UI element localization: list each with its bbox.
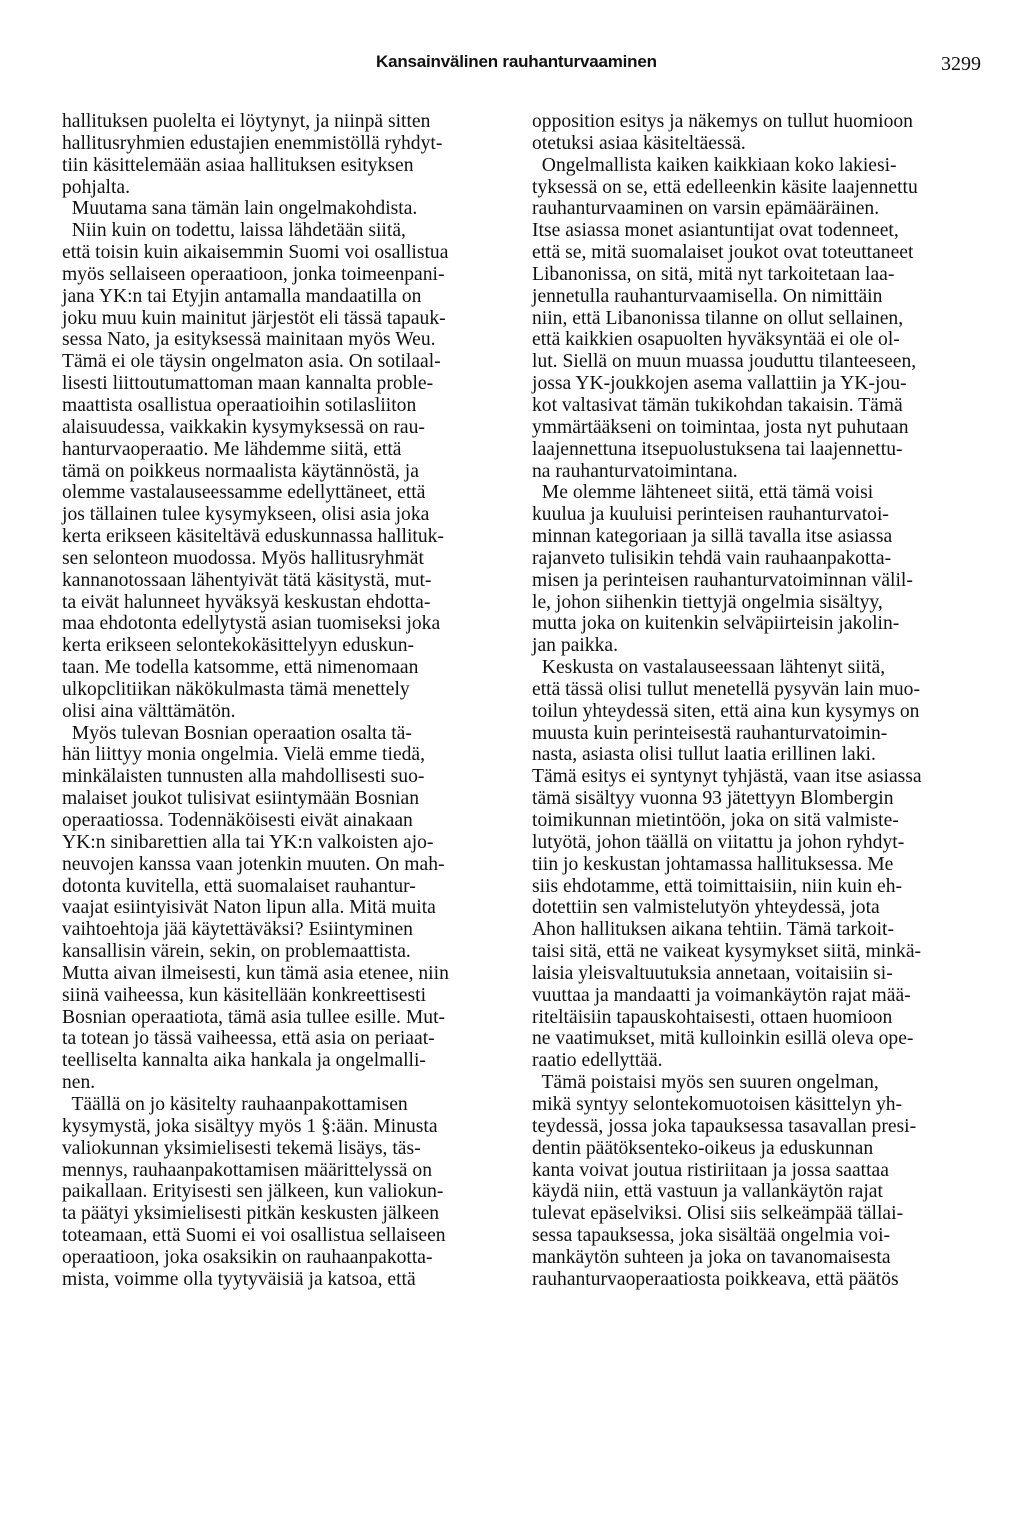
text-line: laisia yleisvaltuutuksia annetaan, voitaisiin si- xyxy=(532,962,893,984)
text-line: ymmärtääkseni on toimintaa, josta nyt puhutaan xyxy=(532,416,909,438)
text-line: ta päätyi yksimielisesti pitkän keskusten jälkeen xyxy=(62,1203,440,1225)
text-line: mankäytön suhteen ja joka on tavanomaisesta xyxy=(532,1246,891,1268)
text-line: teydessä, jossa joka tapauksessa tasavallan presi- xyxy=(532,1115,917,1137)
text-line: jennetulla rauhanturvaamisella. On nimittäin xyxy=(532,285,883,307)
text-line: olemme vastalauseessamme edellyttäneet, että xyxy=(62,482,426,504)
text-line: pohjalta. xyxy=(62,176,131,198)
text-line: että kaikkien osapuolten hyväksyntää ei ole ol- xyxy=(532,329,900,351)
left-text-column xyxy=(62,111,498,1291)
text-line: Muutama sana tämän lain ongelmakohdista. xyxy=(62,198,418,220)
text-line: olisi aina välttämätön. xyxy=(62,700,236,722)
text-line: lutyötä, johon täällä on viitattu ja johon ryhdyt- xyxy=(532,831,905,853)
text-line: toilun yhteydessä siten, että aina kun kysymys on xyxy=(532,700,920,722)
text-line: valiokunnan yksimielisesti tekemä lisäys, täs- xyxy=(62,1137,421,1159)
text-line: teelliselta kannalta aika hankala ja ongelmalli- xyxy=(62,1050,426,1072)
text-line: hallituksen puolelta ei löytynyt, ja niinpä sitten xyxy=(62,111,431,132)
text-line: Bosnian operaatiota, tämä asia tullee esille. Mut- xyxy=(62,1006,446,1028)
text-line: tulevat epäselviksi. Olisi siis selkeämpää tällai- xyxy=(532,1203,904,1225)
text-line: Niin kuin on todettu, laissa lähdetään siitä, xyxy=(62,220,406,242)
text-line: Libanonissa, on sitä, mitä nyt tarkoitetaan laa- xyxy=(532,263,895,285)
text-line: hallitusryhmien edustajien enemmistöllä ryhdyt- xyxy=(62,132,443,154)
text-line: kerta erikseen selontekokäsittelyyn eduskun- xyxy=(62,635,415,657)
text-line: laajennettuna itsepuolustuksena tai laajennettu- xyxy=(532,438,903,460)
text-line: sessa tapauksessa, joka sisältää ongelmia voi- xyxy=(532,1225,891,1247)
page-number: 3299 xyxy=(941,53,981,75)
text-line: mista, voimme olla tyytyväisiä ja katsoa, että xyxy=(62,1268,416,1290)
text-line: kysymystä, joka sisältyy myös 1 §:ään. Minusta xyxy=(62,1115,438,1137)
text-line: mutta joka on kuitenkin selväpiirteisin jakolin- xyxy=(532,613,900,635)
text-line: nen. xyxy=(62,1072,96,1094)
text-line: Keskusta on vastalauseessaan lähtenyt siitä, xyxy=(532,657,886,679)
text-line: tämä sisältyy vuonna 93 jätettyyn Blombergin xyxy=(532,788,894,810)
text-line: Tämä poistaisi myös sen suuren ongelman, xyxy=(532,1072,879,1094)
text-line: otetuksi asiaa käsiteltäessä. xyxy=(532,132,746,154)
text-line: ulkopclitiikan näkökulmasta tämä menettely xyxy=(62,678,410,700)
text-line: na rauhanturvatoimintana. xyxy=(532,460,738,482)
text-line: ta totean jo tässä vaiheessa, että asia on periaat- xyxy=(62,1028,435,1050)
text-line: taisi sitä, että ne vaikeat kysymykset siitä, minkä- xyxy=(532,941,922,963)
text-line: Täällä on jo käsitelty rauhaanpakottamisen xyxy=(62,1093,408,1115)
text-line: alaisuudessa, vaikkakin kysymyksessä on rau- xyxy=(62,416,425,438)
text-line: dotettiin sen valmistelutyön yhteydessä, jota xyxy=(532,897,880,919)
text-line: riteltäisiin tapauskohtaisesti, ottaen huomioon xyxy=(532,1006,893,1028)
text-line: jana YK:n tai Etyjin antamalla mandaatilla on xyxy=(62,285,422,307)
text-line: tiin jo keskustan johtamassa hallituksessa. Me xyxy=(532,853,894,875)
running-title: Kansainvälinen rauhanturvaaminen xyxy=(376,52,657,71)
text-line: kuulua ja kuuluisi perinteisen rauhanturvatoi- xyxy=(532,504,889,526)
text-line: että toisin kuin aikaisemmin Suomi voi osallistua xyxy=(62,242,449,264)
text-line: toimikunnan mietintöön, joka on sitä valmiste- xyxy=(532,810,899,831)
text-line: tämä on poikkeus normaalista käytännöstä, ja xyxy=(62,460,419,482)
text-line: neuvojen kanssa vaan jotenkin muuten. On mah- xyxy=(62,853,445,875)
text-line: raatio edellyttää. xyxy=(532,1050,663,1072)
text-line: kannanotossaan lähentyivät tätä käsitystä, mut- xyxy=(62,569,432,591)
text-line: vaihtoehtoja jää käytettäväksi? Esiintyminen xyxy=(62,919,413,941)
text-line: hanturvaoperaatio. Me lähdemme siitä, että xyxy=(62,438,402,460)
text-line: misen ja perinteisen rauhanturvatoiminnan välil- xyxy=(532,569,913,591)
text-line: maattista osallistua operaatioihin sotilasliiton xyxy=(62,394,417,416)
text-line: nasta, asiasta olisi tullut laatia erillinen laki. xyxy=(532,744,876,766)
text-line: ne vaatimukset, mitä kulloinkin esillä oleva ope- xyxy=(532,1028,914,1050)
text-line: paikallaan. Erityisesti sen jälkeen, kun valiokun- xyxy=(62,1181,444,1203)
text-line: tiin käsittelemään asiaa hallituksen esityksen xyxy=(62,154,414,176)
right-text-column xyxy=(532,111,978,1291)
text-line: myös sellaiseen operaatioon, jonka toimeenpani- xyxy=(62,263,445,285)
text-line: operaatioon, joka osaksikin on rauhaanpakotta- xyxy=(62,1246,433,1268)
text-line: lisesti liittoutumattoman maan kannalta proble- xyxy=(62,373,434,395)
text-line: kanta voivat joutua ristiriitaan ja jossa saattaa xyxy=(532,1159,889,1181)
text-line: toteamaan, että Suomi ei voi osallistua sellaiseen xyxy=(62,1225,446,1247)
text-line: käydä niin, että vastuun ja vallankäytön rajat xyxy=(532,1181,883,1203)
text-line: lut. Siellä on muun muassa jouduttu tilanteeseen, xyxy=(532,351,917,373)
text-line: muusta kuin perinteisestä rauhanturvatoimin- xyxy=(532,722,888,744)
text-line: ta eivät halunneet hyväksyä keskustan ehdotta- xyxy=(62,591,431,613)
text-line: opposition esitys ja näkemys on tullut huomioon xyxy=(532,111,913,132)
text-line: jos tällainen tulee kysymykseen, olisi asia joka xyxy=(62,504,430,526)
text-line: Ongelmallista kaiken kaikkiaan koko lakiesi- xyxy=(532,154,897,176)
text-line: Me olemme lähteneet siitä, että tämä voisi xyxy=(532,482,874,504)
text-line: rauhanturvaaminen on varsin epämääräinen. xyxy=(532,198,880,220)
text-line: Tämä ei ole täysin ongelmaton asia. On sotilaal- xyxy=(62,351,441,373)
text-line: malaiset joukot tulisivat esiintymään Bosnian xyxy=(62,788,419,810)
text-line: mennys, rauhaanpakottamisen määrittelyssä on xyxy=(62,1159,432,1181)
text-line: dentin päätöksenteko-oikeus ja eduskunnan xyxy=(532,1137,874,1159)
text-line: rajanveto tulisikin tehdä vain rauhaanpakotta- xyxy=(532,547,892,569)
text-line: hän liittyy monia ongelmia. Vielä emme tiedä, xyxy=(62,744,426,766)
text-line: vaajat esiintyisivät Naton lipun alla. Mitä muita xyxy=(62,897,436,919)
text-line: YK:n sinibarettien alla tai YK:n valkoisten ajo- xyxy=(62,831,434,853)
text-line: rauhanturvaoperaatiosta poikkeava, että päätös xyxy=(532,1268,899,1290)
text-line: kansallisin värein, sekin, on problemaattista. xyxy=(62,941,411,963)
text-line: joku muu kuin mainitut järjestöt eli tässä tapauk- xyxy=(62,307,446,329)
text-line: operaatiossa. Todennäköisesti eivät ainakaan xyxy=(62,810,413,831)
text-line: mikä syntyy selontekomuotoisen käsittelyn yh- xyxy=(532,1093,903,1115)
text-line: sen selonteon muodossa. Myös hallitusryhmät xyxy=(62,547,424,569)
text-line: Mutta aivan ilmeisesti, kun tämä asia etenee, niin xyxy=(62,962,449,984)
text-line: kerta erikseen käsiteltävä eduskunnassa hallituk- xyxy=(62,526,444,548)
text-line: sessa Nato, ja esityksessä mainitaan myös Weu. xyxy=(62,329,436,351)
text-line: kot valtasivat tämän tukikohdan takaisin. Tämä xyxy=(532,394,903,416)
text-line: jossa YK-joukkojen asema vallattiin ja YK-jou- xyxy=(532,373,907,395)
text-line: taan. Me todella katsomme, että nimenomaan xyxy=(62,657,419,679)
text-line: minnan kategoriaan ja sillä tavalla itse asiassa xyxy=(532,526,893,548)
text-line: Ahon hallituksen aikana tehtiin. Tämä tarkoit- xyxy=(532,919,895,941)
text-line: siinä vaiheessa, kun käsitellään konkreettisesti xyxy=(62,984,427,1006)
text-line: le, johon siihenkin tiettyjä ongelmia sisältyy, xyxy=(532,591,883,613)
text-line: siis ehdotamme, että toimittaisiin, niin kuin eh- xyxy=(532,875,903,897)
text-line: että se, mitä suomalaiset joukot ovat toteuttaneet xyxy=(532,242,914,264)
text-line: Itse asiassa monet asiantuntijat ovat todenneet, xyxy=(532,220,899,242)
text-line: vuuttaa ja mandaatti ja voimankäytön rajat mää- xyxy=(532,984,911,1006)
text-line: maa ehdotonta edellytystä asian tuomiseksi joka xyxy=(62,613,441,635)
text-line: että tässä olisi tullut menetellä pysyvän lain muo- xyxy=(532,678,920,700)
text-line: dotonta kuvitella, että suomalaiset rauhantur- xyxy=(62,875,416,897)
text-line: tyksessä on se, että edelleenkin käsite laajennettu xyxy=(532,176,918,198)
text-line: jan paikka. xyxy=(532,635,618,657)
text-line: niin, että Libanonissa tilanne on ollut sellainen, xyxy=(532,307,904,329)
text-line: minkälaisten tunnusten alla mahdollisesti suo- xyxy=(62,766,425,788)
text-line: Tämä esitys ei syntynyt tyhjästä, vaan itse asiassa xyxy=(532,766,922,788)
text-line: Myös tulevan Bosnian operaation osalta tä- xyxy=(62,722,412,744)
